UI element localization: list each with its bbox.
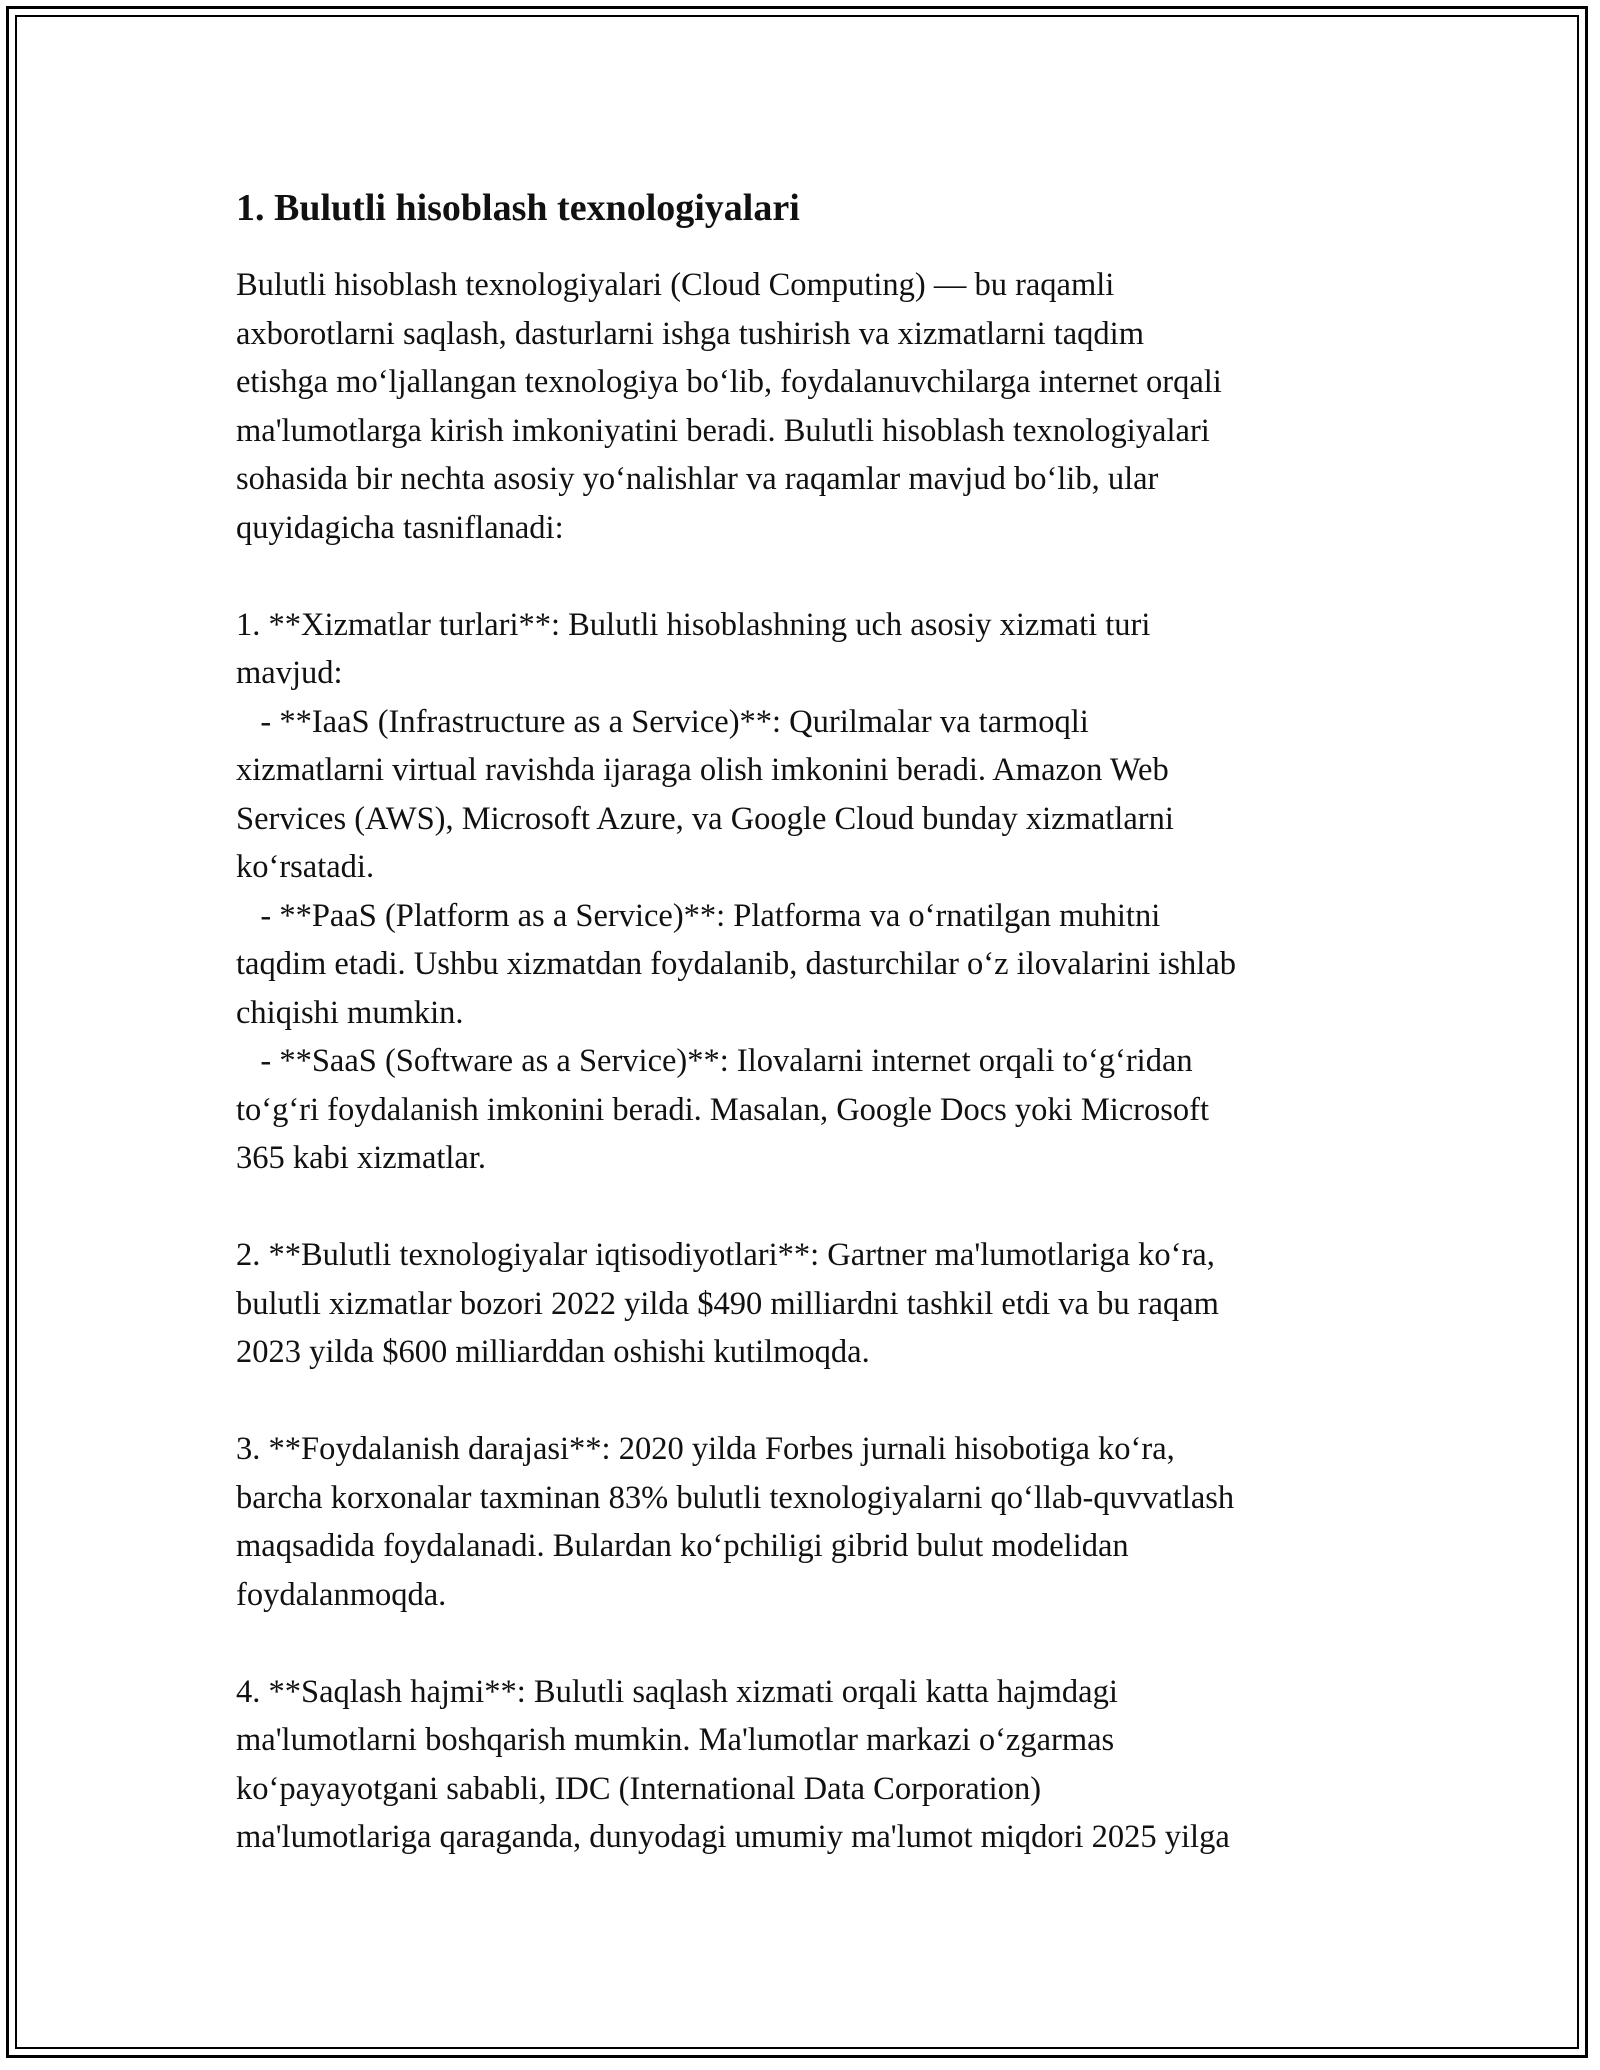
paragraph-economics: 2. **Bulutli texnologiyalar iqtisodiyotlari**: Gartner ma'lumotlariga ko‘ra, bulutli xizmatlar bozori 2022 yilda $490 milliardni tashkil etdi va bu raqam 2023 yilda $600 milliarddan oshishi kutilmoqda.: [236, 1237, 1219, 1370]
paragraph-service-types: 1. **Xizmatlar turlari**: Bulutli hisoblashning uch asosiy xizmati turi mavjud: - **IaaS (Infrastructure as a Service)**: Qurilmalar va tarmoqli xizmatlarni virtual ravishda ijaraga olish imkonini beradi. Amazon Web Services (AWS), Microsoft Azure, va Google Cloud bunday xizmatlarni ko‘rsatadi. - **PaaS (Platform as a Service)**: Platforma va o‘rnatilgan muhitni taqdim etadi. Ushbu xizmatdan foydalanib, dasturchilar o‘z ilovalarini ishlab chiqishi mumkin. - **SaaS (Software as a Service)**: Ilovalarni internet orqali to‘g‘ridan to‘g‘ri foydalanish imkonini beradi. Masalan, Google Docs yoki Microsoft 365 kabi xizmatlar.: [236, 606, 1236, 1176]
paragraph-spacer: [236, 1619, 1376, 1668]
paragraph-spacer: [236, 1183, 1376, 1232]
paragraph-usage-level: 3. **Foydalanish darajasi**: 2020 yilda Forbes jurnali hisobotiga ko‘ra, barcha korxonalar taxminan 83% bulutli texnologiyalarni qo‘llab-quvvatlash maqsadida foydalanadi. Bulardan ko‘pchiligi gibrid bulut modelidan foydalanmoqda.: [236, 1431, 1235, 1613]
section-heading: 1. Bulutli hisoblash texnologiyalari: [236, 187, 800, 229]
paragraph-spacer: [236, 1377, 1376, 1426]
document-body: [236, 185, 1376, 1862]
paragraph-intro: Bulutli hisoblash texnologiyalari (Cloud Computing) — bu raqamli axborotlarni saqlash, dasturlarni ishga tushirish va xizmatlarni taqdim etishga mo‘ljallangan texnologiya bo‘lib, foydalanuvchilarga internet orqali ma'lumotlarga kirish imkoniyatini beradi. Bulutli hisoblash texnologiyalari sohasida bir nechta asosiy yo‘nalishlar va raqamlar mavjud bo‘lib, ular quyidagicha tasniflanadi:: [236, 267, 1222, 546]
paragraph-spacer: [236, 552, 1376, 601]
paragraph-storage-volume: 4. **Saqlash hajmi**: Bulutli saqlash xizmati orqali katta hajmdagi ma'lumotlarni boshqarish mumkin. Ma'lumotlar markazi o‘zgarmas ko‘payayotgani sababli, IDC (International Data Corporation) ma'lumotlariga qaraganda, dunyodagi umumiy ma'lumot miqdori 2025 yilga: [236, 1673, 1230, 1855]
